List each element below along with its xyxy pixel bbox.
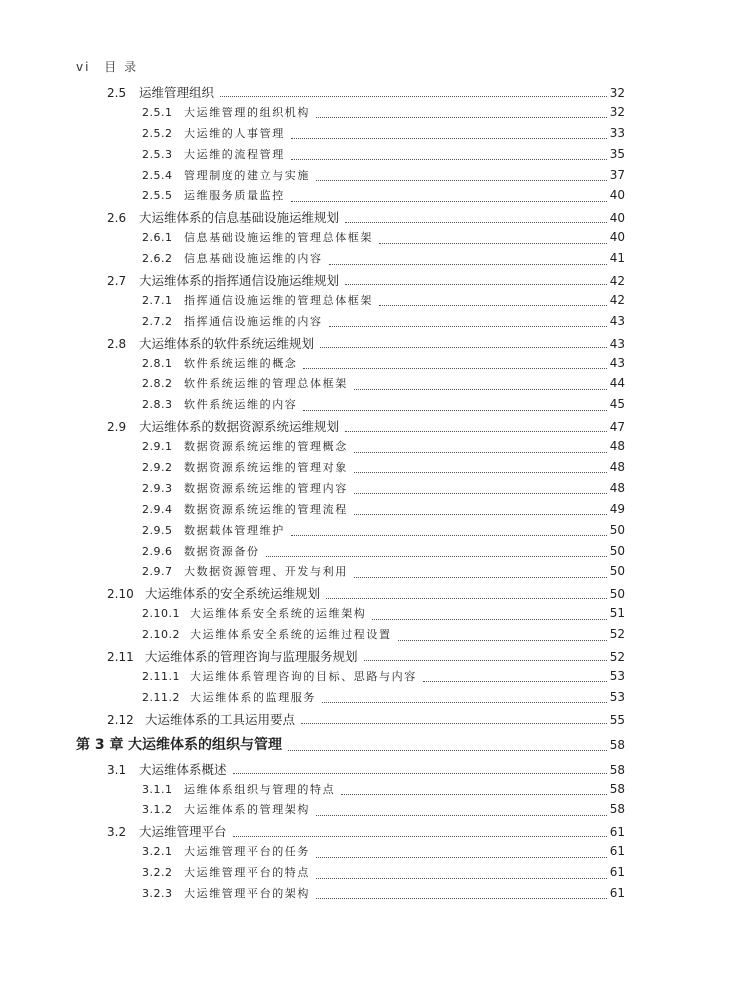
toc-page-number: 41 [609, 251, 625, 266]
table-of-contents [0, 83, 729, 906]
toc-entry-sub[interactable] [0, 781, 729, 802]
toc-entry-sub[interactable] [0, 864, 729, 885]
toc-number: 2.5.1 [142, 105, 173, 119]
toc-title: 大运维体系安全系统的运维架构 [190, 607, 367, 621]
toc-entry-sub[interactable] [0, 605, 729, 626]
toc-number: 2.5.4 [142, 168, 173, 182]
toc-page-number: 43 [609, 355, 625, 370]
toc-number: 2.10 [107, 587, 134, 602]
dot-leader [233, 772, 607, 774]
dot-leader [354, 492, 607, 494]
toc-page-number: 44 [609, 376, 625, 391]
toc-page-number: 40 [609, 188, 625, 203]
toc-title: 数据资源系统运维的管理对象 [184, 461, 348, 475]
dot-leader [354, 471, 607, 473]
dot-leader [316, 814, 607, 816]
toc-number: 2.8.2 [142, 377, 173, 391]
dot-leader [233, 835, 607, 837]
toc-entry-section[interactable] [0, 83, 729, 104]
toc-page-number: 61 [609, 825, 625, 840]
toc-number: 2.9.6 [142, 544, 173, 558]
toc-entry-sub[interactable] [0, 375, 729, 396]
header-page-number: vi [76, 60, 91, 74]
toc-number: 3.2.1 [142, 845, 173, 859]
toc-title: 软件系统运维的概念 [184, 356, 298, 370]
toc-title: 大运维体系的组织与管理 [128, 736, 282, 753]
dot-leader [320, 346, 607, 348]
dot-leader [288, 749, 607, 751]
dot-leader [326, 597, 607, 599]
dot-leader [266, 555, 607, 557]
toc-entry-sub[interactable] [0, 626, 729, 647]
toc-title: 指挥通信设施运维的内容 [184, 314, 323, 328]
toc-page-number: 45 [609, 397, 625, 412]
toc-number: 2.7.2 [142, 314, 173, 328]
toc-number: 2.10.2 [142, 628, 180, 642]
toc-entry-sub[interactable] [0, 396, 729, 417]
running-header [76, 58, 138, 75]
toc-entry-section[interactable] [0, 334, 729, 355]
toc-entry-section[interactable] [0, 760, 729, 781]
toc-title: 运维体系组织与管理的特点 [184, 782, 336, 796]
toc-title: 大运维体系的数据资源系统运维规划 [139, 419, 340, 435]
toc-page-number: 58 [609, 781, 625, 796]
toc-entry-chapter[interactable] [0, 734, 729, 760]
toc-entry-sub[interactable] [0, 459, 729, 480]
toc-number: 3.1.2 [142, 803, 173, 817]
toc-page-number: 50 [609, 543, 625, 558]
toc-entry-sub[interactable] [0, 292, 729, 313]
toc-entry-sub[interactable] [0, 522, 729, 543]
toc-number: 3.2 [107, 825, 127, 840]
toc-title: 大运维管理平台的架构 [184, 886, 310, 900]
toc-title: 运维管理组织 [139, 85, 215, 100]
toc-number: 2.6.2 [142, 252, 173, 266]
toc-entry-sub[interactable] [0, 501, 729, 522]
toc-title: 大运维体系的管理架构 [184, 803, 310, 817]
dot-leader [220, 95, 607, 97]
toc-entry-sub[interactable] [0, 250, 729, 271]
dot-leader [372, 618, 606, 620]
toc-entry-sub[interactable] [0, 480, 729, 501]
dot-leader [329, 325, 607, 327]
toc-title: 大运维体系安全系统的运维过程设置 [190, 628, 392, 642]
dot-leader [398, 639, 607, 641]
toc-title: 信息基础设施运维的管理总体框架 [184, 231, 373, 245]
toc-entry-sub[interactable] [0, 801, 729, 822]
toc-number: 2.9.3 [142, 481, 173, 495]
toc-page-number: 50 [609, 522, 625, 537]
toc-page-number: 48 [609, 460, 625, 475]
toc-number: 3.2.2 [142, 866, 173, 880]
toc-number: 2.5.5 [142, 189, 173, 203]
toc-page-number: 48 [609, 439, 625, 454]
toc-page-number: 58 [609, 802, 625, 817]
toc-title: 信息基础设施运维的内容 [184, 252, 323, 266]
toc-page-number: 52 [609, 627, 625, 642]
toc-page-number: 58 [609, 737, 625, 752]
toc-entry-section[interactable] [0, 271, 729, 292]
dot-leader [316, 877, 607, 879]
dot-leader [364, 659, 607, 661]
toc-entry-section[interactable] [0, 647, 729, 668]
toc-page-number: 61 [609, 844, 625, 859]
toc-page-number: 53 [609, 668, 625, 683]
toc-title: 数据资源系统运维的管理流程 [184, 502, 348, 516]
dot-leader [341, 793, 607, 795]
toc-page-number: 33 [609, 125, 625, 140]
toc-number: 2.7.1 [142, 293, 173, 307]
dot-leader [316, 897, 607, 899]
dot-leader [291, 137, 607, 139]
dot-leader [316, 116, 607, 118]
toc-entry-sub[interactable] [0, 355, 729, 376]
toc-number: 第 3 章 [76, 736, 124, 753]
toc-page-number: 40 [609, 230, 625, 245]
toc-entry-sub[interactable] [0, 543, 729, 564]
toc-number: 3.1 [107, 762, 127, 777]
dot-leader [322, 701, 607, 703]
toc-page-number: 50 [609, 564, 625, 579]
toc-page-number: 42 [609, 292, 625, 307]
dot-leader [303, 367, 606, 369]
dot-leader [379, 242, 607, 244]
toc-page-number: 58 [609, 762, 625, 777]
toc-page-number: 40 [609, 211, 625, 226]
dot-leader [345, 430, 607, 432]
toc-page-number: 50 [609, 587, 625, 602]
dot-leader [354, 451, 607, 453]
dot-leader [291, 534, 607, 536]
toc-number: 2.6.1 [142, 231, 173, 245]
toc-title: 数据资源系统运维的管理内容 [184, 481, 348, 495]
toc-title: 大运维体系管理咨询的目标、思路与内容 [190, 669, 417, 683]
toc-title: 数据资源系统运维的管理概念 [184, 440, 348, 454]
toc-entry-sub[interactable] [0, 313, 729, 334]
dot-leader [345, 221, 607, 223]
toc-title: 软件系统运维的内容 [184, 398, 298, 412]
toc-page-number: 32 [609, 104, 625, 119]
toc-title: 大运维体系的监理服务 [190, 690, 316, 704]
dot-leader [301, 722, 607, 724]
toc-number: 2.9.5 [142, 523, 173, 537]
toc-page-number: 47 [609, 420, 625, 435]
toc-number: 2.11.2 [142, 690, 180, 704]
toc-entry-sub[interactable] [0, 167, 729, 188]
toc-number: 2.9.2 [142, 461, 173, 475]
toc-number: 2.10.1 [142, 607, 180, 621]
toc-number: 2.9.1 [142, 440, 173, 454]
toc-number: 2.6 [107, 211, 127, 226]
toc-entry-sub[interactable] [0, 689, 729, 710]
toc-page-number: 51 [609, 606, 625, 621]
dot-leader [316, 179, 607, 181]
header-title: 目 录 [104, 60, 139, 74]
toc-page-number: 42 [609, 274, 625, 289]
toc-entry-sub[interactable] [0, 125, 729, 146]
toc-title: 大运维体系的安全系统运维规划 [145, 586, 321, 602]
toc-entry-sub[interactable] [0, 668, 729, 689]
toc-entry-section[interactable] [0, 710, 729, 731]
toc-number: 2.8 [107, 336, 127, 351]
toc-page-number: 49 [609, 501, 625, 516]
toc-title: 大运维的流程管理 [184, 147, 285, 161]
toc-entry-sub[interactable] [0, 438, 729, 459]
dot-leader [345, 283, 607, 285]
dot-leader [316, 856, 607, 858]
toc-entry-section[interactable] [0, 208, 729, 229]
dot-leader [303, 409, 606, 411]
dot-leader [379, 304, 607, 306]
toc-title: 大运维体系的软件系统运维规划 [139, 335, 315, 351]
dot-leader [329, 263, 607, 265]
dot-leader [291, 200, 607, 202]
toc-title: 大运维体系的指挥通信设施运维规划 [139, 273, 340, 289]
toc-number: 2.8.1 [142, 356, 173, 370]
toc-entry-sub[interactable] [0, 885, 729, 906]
toc-number: 2.12 [107, 712, 134, 727]
toc-title: 大运维管理平台的特点 [184, 866, 310, 880]
dot-leader [354, 388, 607, 390]
toc-number: 2.9 [107, 420, 127, 435]
dot-leader [354, 513, 607, 515]
toc-entry-section[interactable] [0, 417, 729, 438]
toc-title: 管理制度的建立与实施 [184, 168, 310, 182]
toc-page-number: 53 [609, 689, 625, 704]
toc-number: 3.1.1 [142, 782, 173, 796]
toc-entry-sub[interactable] [0, 104, 729, 125]
toc-number: 2.8.3 [142, 398, 173, 412]
toc-number: 2.9.7 [142, 565, 173, 579]
toc-page-number: 52 [609, 650, 625, 665]
toc-page-number: 48 [609, 480, 625, 495]
toc-title: 大运维管理平台 [139, 824, 227, 840]
toc-title: 数据载体管理维护 [184, 523, 285, 537]
toc-title: 大运维管理的组织机构 [184, 105, 310, 119]
toc-number: 3.2.3 [142, 886, 173, 900]
toc-title: 软件系统运维的管理总体框架 [184, 377, 348, 391]
toc-title: 大数据资源管理、开发与利用 [184, 565, 348, 579]
toc-entry-sub[interactable] [0, 843, 729, 864]
toc-page-number: 35 [609, 146, 625, 161]
toc-number: 2.5 [107, 86, 127, 100]
toc-entry-sub[interactable] [0, 229, 729, 250]
toc-page-number: 55 [609, 712, 625, 727]
toc-number: 2.11.1 [142, 669, 180, 683]
toc-number: 2.9.4 [142, 502, 173, 516]
dot-leader [423, 680, 607, 682]
toc-number: 2.7 [107, 274, 127, 289]
toc-entry-sub[interactable] [0, 187, 729, 208]
toc-title: 大运维体系的信息基础设施运维规划 [139, 210, 340, 226]
dot-leader [354, 576, 607, 578]
toc-title: 大运维管理平台的任务 [184, 845, 310, 859]
toc-entry-sub[interactable] [0, 563, 729, 584]
toc-entry-section[interactable] [0, 822, 729, 843]
toc-page-number: 37 [609, 167, 625, 182]
toc-title: 大运维体系的管理咨询与监理服务规划 [145, 649, 358, 665]
toc-entry-sub[interactable] [0, 146, 729, 167]
toc-page-number: 61 [609, 865, 625, 880]
toc-page-number: 43 [609, 336, 625, 351]
toc-title: 数据资源备份 [184, 544, 260, 558]
toc-title: 大运维体系概述 [139, 761, 227, 777]
toc-page-number: 43 [609, 313, 625, 328]
toc-page-number: 32 [609, 86, 625, 100]
toc-title: 大运维的人事管理 [184, 126, 285, 140]
toc-number: 2.11 [107, 650, 134, 665]
toc-number: 2.5.3 [142, 147, 173, 161]
toc-title: 指挥通信设施运维的管理总体框架 [184, 293, 373, 307]
toc-title: 大运维体系的工具运用要点 [145, 711, 296, 727]
toc-entry-section[interactable] [0, 584, 729, 605]
toc-number: 2.5.2 [142, 126, 173, 140]
dot-leader [291, 158, 607, 160]
toc-page-number: 61 [609, 885, 625, 900]
toc-title: 运维服务质量监控 [184, 189, 285, 203]
